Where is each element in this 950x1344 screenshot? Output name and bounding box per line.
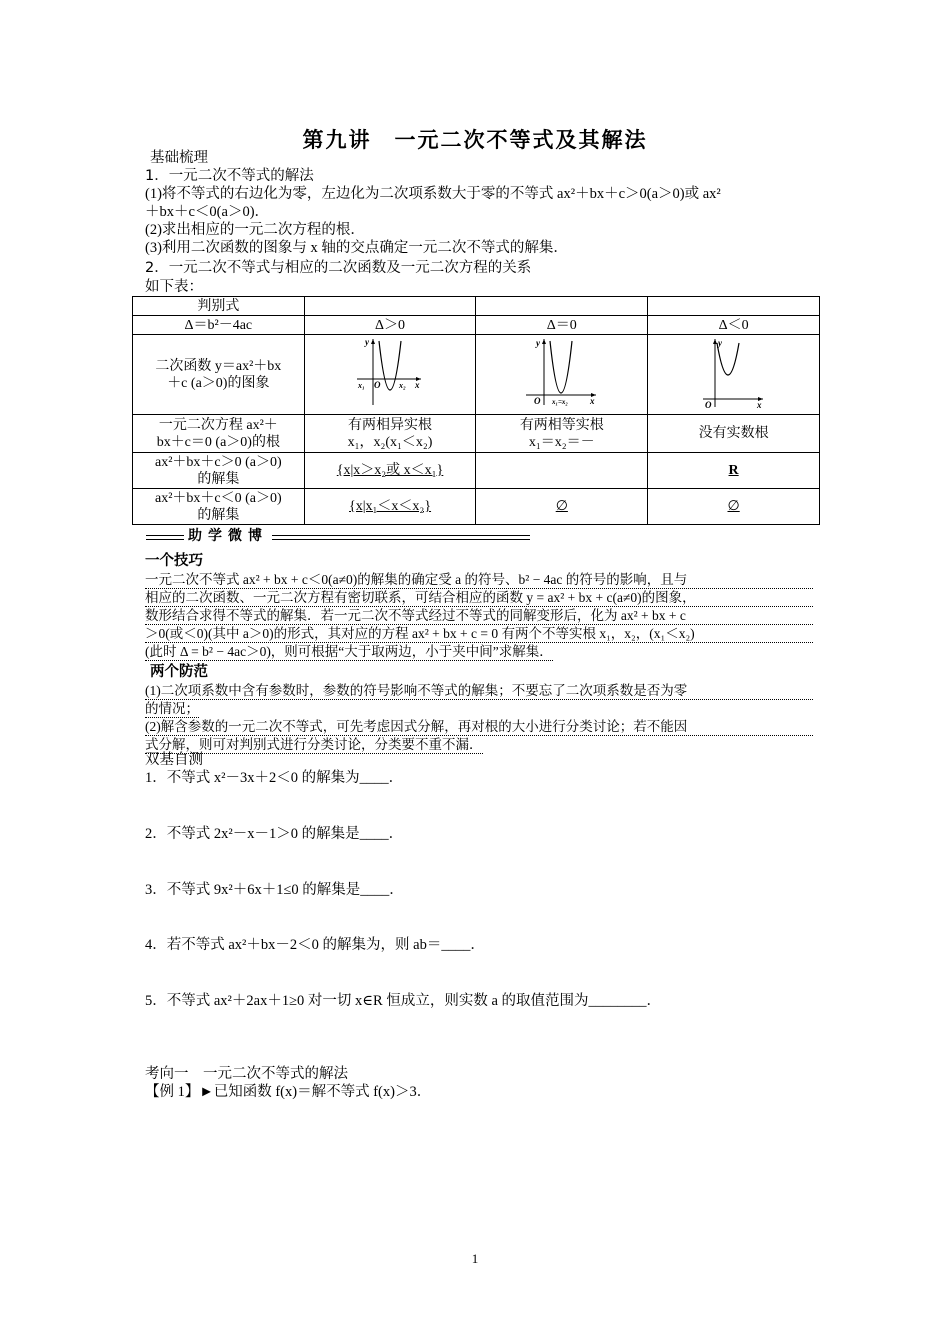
table-cell	[304, 415, 476, 453]
guard-paragraph	[145, 682, 813, 754]
answer-text: {x|x₁＜x＜x₂}	[349, 499, 432, 514]
page-title: 第九讲 一元二次不等式及其解法	[302, 128, 648, 152]
table-cell: 判别式	[133, 297, 305, 316]
tip-paragraph	[145, 571, 813, 661]
paragraph: (1)将不等式的右边化为零，左边化为二次项系数大于零的不等式 ax²＋bx＋c＞0(a＞0)或 ax²	[145, 186, 721, 202]
cell-line: ax²＋bx＋c＞0 (a＞0)	[154, 454, 282, 470]
svg-text:x₂: x₂	[399, 381, 406, 390]
answer-text: R	[728, 463, 739, 478]
svg-text:y: y	[717, 338, 722, 348]
study-tips-banner	[146, 526, 530, 548]
svg-text:O: O	[374, 380, 381, 390]
answer-text: {x|x＞x₂或 x＜x₁}	[336, 463, 444, 478]
subsection-heading: 2．一元二次不等式与相应的二次函数及一元二次方程的关系	[145, 260, 532, 276]
table-cell: Δ＝b²－4ac	[133, 316, 305, 335]
svg-text:x₁: x₁	[358, 381, 365, 390]
table-cell	[648, 489, 820, 525]
subsection-heading: 1．一元二次不等式的解法	[145, 168, 314, 184]
direction-heading: 考向一 一元二次不等式的解法	[145, 1066, 348, 1082]
paragraph: 如下表：	[145, 279, 203, 295]
tip-line: 一元二次不等式 ax² + bx + c＜0(a≠0)的解集的确定受 a 的符号、b² − 4ac 的符号的影响，且与	[145, 571, 813, 589]
svg-text:x₁=x₂: x₁=x₂	[551, 398, 568, 406]
paragraph: ＋bx＋c＜0(a＞0)．	[145, 204, 270, 220]
paragraph: (3)利用二次函数的图象与 x 轴的交点确定一元二次不等式的解集．	[145, 240, 568, 256]
graph-cell-double-root	[476, 335, 648, 415]
table-cell: Δ＜0	[648, 316, 820, 335]
answer-text: ∅	[555, 499, 568, 514]
svg-text:y: y	[535, 338, 540, 348]
svg-text:x: x	[589, 396, 595, 406]
svg-text:x: x	[756, 400, 762, 409]
table-cell	[476, 415, 648, 453]
question-4: 4．若不等式 ax²＋bx－2＜0 的解集为，则 ab＝____．	[145, 937, 485, 953]
section-heading: 基础梳理	[150, 150, 208, 166]
table-cell	[133, 415, 305, 453]
svg-text:O: O	[704, 400, 712, 409]
test-heading: 双基自测	[145, 752, 203, 768]
question-3: 3．不等式 9x²＋6x＋1≤0 的解集是____．	[145, 882, 404, 898]
cell-line: 有两相等实根	[519, 417, 604, 433]
cell-line: ＋c (a＞0)的图象	[167, 375, 270, 391]
tip-line: (此时 Δ = b² − 4ac＞0)，则可根据“大于取两边，小于夹中间”求解集．	[145, 644, 553, 659]
table-cell	[133, 489, 305, 525]
parabola-two-roots-graph	[355, 335, 425, 409]
cell-line: 一元二次方程 ax²＋	[158, 417, 278, 433]
parabola-no-root-graph	[701, 335, 767, 409]
tip-heading: 一个技巧	[145, 553, 203, 569]
table-cell: Δ＝0	[476, 316, 648, 335]
cell-line: x₁＝x₂＝－	[528, 434, 595, 450]
question-5: 5．不等式 ax²＋2ax＋1≥0 对一切 x∈R 恒成立，则实数 a 的取值范围为________．	[145, 993, 662, 1009]
guard-heading: 两个防范	[150, 664, 208, 680]
table-cell	[304, 453, 476, 489]
cell-line: 的解集	[197, 507, 240, 523]
tip-line: ＞0(或＜0)(其中 a＞0)的形式，其对应的方程 ax² + bx + c = 0 有两个不等实根 x₁，x₂，(x₁＜x₂)	[145, 625, 813, 643]
cell-line: ax²＋bx＋c＜0 (a＞0)	[154, 490, 282, 506]
question-1: 1．不等式 x²－3x＋2＜0 的解集为____．	[145, 770, 404, 786]
tip-line: 相应的二次函数、一元二次方程有密切联系，可结合相应的函数 y = ax² + bx + c(a≠0)的图象，	[145, 589, 813, 607]
table-cell	[476, 297, 648, 316]
table-cell: 没有实数根	[648, 415, 820, 453]
guard-line: 的情况；	[145, 701, 199, 716]
question-2: 2．不等式 2x²－x－1＞0 的解集是____．	[145, 826, 404, 842]
answer-text: ∅	[727, 499, 740, 514]
guard-line: 式分解，则可对判别式进行分类讨论，分类要不重不漏．	[145, 737, 483, 752]
table-cell	[133, 453, 305, 489]
example-1: 【例 1】►已知函数 f(x)＝解不等式 f(x)＞3．	[145, 1084, 432, 1100]
cell-line: 二次函数 y＝ax²＋bx	[155, 358, 282, 374]
table-cell	[304, 297, 476, 316]
graph-cell-two-roots	[304, 335, 476, 415]
table-cell: Δ＞0	[304, 316, 476, 335]
cell-line: bx＋c＝0 (a＞0)的根	[156, 434, 280, 450]
svg-text:x: x	[415, 380, 420, 390]
svg-text:y: y	[365, 337, 370, 347]
relation-table	[132, 296, 820, 525]
cell-line: 的解集	[197, 471, 240, 487]
banner-label: 助学微博	[184, 526, 272, 546]
table-cell	[476, 453, 648, 489]
table-cell	[304, 489, 476, 525]
cell-line: x₁，x₂(x₁＜x₂)	[347, 434, 433, 450]
table-cell	[648, 297, 820, 316]
page-number: 1	[471, 1251, 479, 1266]
guard-line: (1)二次项系数中含有参数时，参数的符号影响不等式的解集；不要忘了二次项系数是否为零	[145, 682, 813, 700]
cell-line: 有两相异实根	[348, 417, 433, 433]
guard-line: (2)解含参数的一元二次不等式，可先考虑因式分解，再对根的大小进行分类讨论；若不能因	[145, 718, 813, 736]
parabola-double-root-graph	[524, 335, 600, 409]
graph-cell-no-root	[648, 335, 820, 415]
svg-text:O: O	[533, 396, 541, 406]
table-cell	[476, 489, 648, 525]
paragraph: (2)求出相应的一元二次方程的根．	[145, 222, 365, 238]
table-cell	[648, 453, 820, 489]
table-cell	[133, 335, 305, 415]
tip-line: 数形结合求得不等式的解集．若一元二次不等式经过不等式的同解变形后，化为 ax² + bx + c	[145, 607, 813, 625]
